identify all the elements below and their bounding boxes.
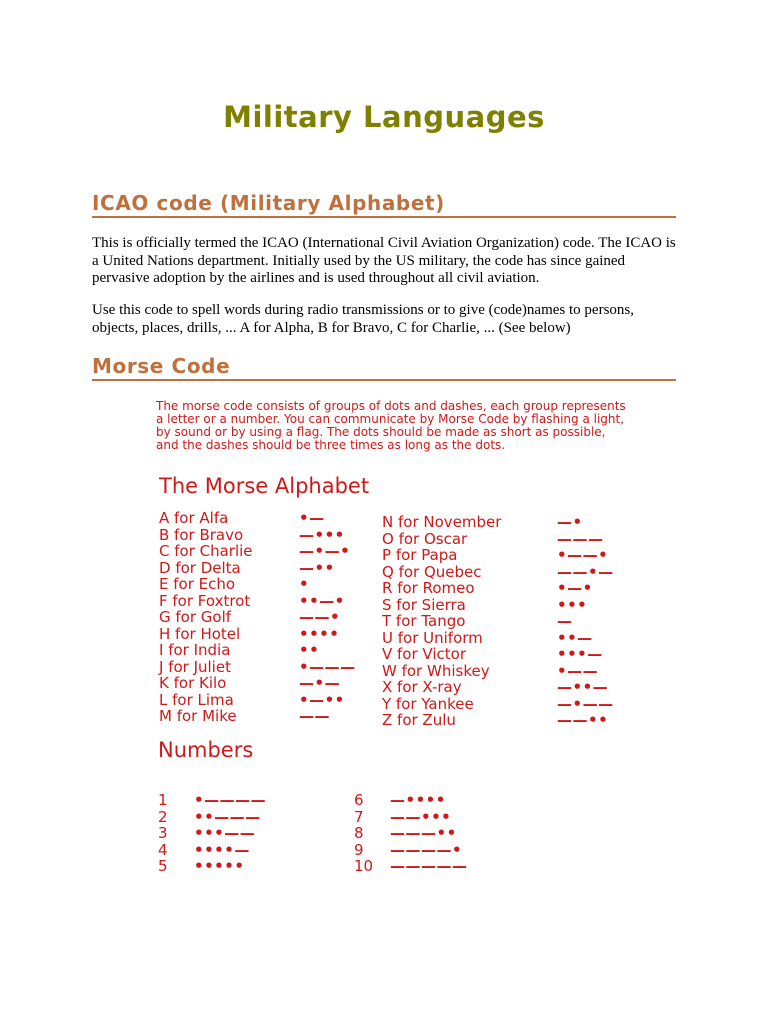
morse-code: —•••• [390,791,446,809]
morse-label: 1 [158,791,168,809]
morse-code: ••——— [194,807,261,826]
numbers-column-1-5 [158,792,338,875]
morse-row [382,679,622,696]
morse-code: ••••• [194,857,245,875]
morse-label: Y for Yankee [382,694,474,713]
morse-label: F for Foxtrot [159,591,251,610]
morse-row [382,646,622,663]
morse-label: U for Uniform [382,628,483,647]
morse-label: J for Juliet [159,657,231,676]
morse-label: 9 [354,840,364,859]
morse-code: —••• [299,525,345,544]
morse-row [159,593,369,610]
morse-row [382,580,622,597]
numbers-column-6-10 [354,792,554,875]
morse-label: 4 [158,840,168,859]
morse-row [354,825,554,842]
morse-row [382,514,622,531]
morse-code: •——— [299,657,356,676]
morse-row [158,825,338,842]
morse-code: ••— [557,628,593,647]
morse-code: • [299,575,310,593]
morse-code: ——•— [557,562,614,581]
morse-code: •••— [557,645,603,663]
morse-code: ••—• [299,591,345,610]
morse-label: S for Sierra [382,595,466,614]
morse-label: V for Victor [382,645,466,663]
morse-row [159,708,369,725]
morse-row [382,564,622,581]
alphabet-column-a-m [159,510,369,725]
morse-label: M for Mike [159,707,237,725]
morse-code: •——• [557,546,609,564]
morse-label: Q for Quebec [382,562,482,581]
morse-label: 2 [158,807,168,826]
morse-code: ——— [557,529,604,548]
icao-usage-paragraph: Use this code to spell words during radio transmissions or to give (code)names to persons, objects, places, drills, ... A for Alpha, B for Bravo, C for Charlie, ... (See below) [92,302,634,336]
morse-code: ••••— [194,840,250,859]
morse-code: •———— [194,791,267,809]
morse-code: ••• [557,595,588,614]
morse-code: ———•• [390,824,457,842]
morse-label: P for Papa [382,546,458,564]
morse-code: •— [299,509,325,527]
morse-row [382,712,622,729]
morse-row [159,675,369,692]
morse-label: Z for Zulu [382,711,456,729]
morse-code: —•• [299,558,335,577]
icao-description-paragraph: This is officially termed the ICAO (International Civil Aviation Organization) code. The ICAO is a United Nations department. Initially used by the US military, the code has since gained pervasive adoption by the airlines and is used throughout all civil aviation. [92,235,676,286]
morse-code: ——•• [557,711,609,729]
morse-row [158,809,338,826]
morse-label: O for Oscar [382,529,468,548]
morse-label: X for X-ray [382,678,462,696]
morse-label: H for Hotel [159,624,241,643]
icao-section-heading: ICAO code (Military Alphabet) [92,191,676,218]
morse-label: C for Charlie [159,542,253,560]
morse-label: 3 [158,824,168,842]
morse-code: •—— [557,661,599,680]
morse-row [354,858,554,875]
morse-row [158,792,338,809]
morse-row [382,597,622,614]
morse-label: 7 [354,807,364,826]
morse-code: •••• [299,624,340,643]
morse-label: 6 [354,791,364,809]
morse-label: W for Whiskey [382,661,490,680]
morse-code: •—•• [299,690,345,709]
morse-label: 10 [354,857,374,875]
page-title: Military Languages [223,100,545,134]
morse-row [159,609,369,626]
morse-row [159,692,369,709]
morse-row [382,613,622,630]
morse-code: — [557,612,573,630]
morse-code: —• [557,513,583,531]
morse-row [354,792,554,809]
morse-label: 5 [158,857,168,875]
morse-row [159,659,369,676]
morse-code: ————— [390,857,468,875]
morse-code: —•— [299,674,341,692]
morse-intro-text: The morse code consists of groups of dots and dashes, each group represents a letter or a number. You can communicate by Morse Code by flashing a light, by sound or by using a flag. The dots should be made as short as possible, and the dashes should be three times as long as the dots. [156,399,626,452]
morse-label: A for Alfa [159,509,229,527]
morse-alphabet-title: The Morse Alphabet [159,474,370,498]
morse-label: N for November [382,513,502,531]
morse-row [159,543,369,560]
morse-row [382,547,622,564]
morse-row [159,626,369,643]
morse-code: —•—• [299,542,351,560]
morse-label: G for Golf [159,608,232,626]
morse-code: •—• [557,579,593,597]
morse-row [158,842,338,859]
numbers-title: Numbers [158,738,254,762]
morse-label: B for Bravo [159,525,244,544]
morse-code: ——••• [390,807,452,826]
morse-section-heading: Morse Code [92,354,676,381]
morse-row [159,510,369,527]
morse-code: ————• [390,840,463,859]
morse-row [354,842,554,859]
morse-row [354,809,554,826]
morse-row [159,642,369,659]
morse-label: L for Lima [159,690,234,709]
alphabet-column-n-z [382,514,622,729]
morse-row [159,527,369,544]
morse-code: —•—— [557,694,614,713]
morse-label: T for Tango [382,612,466,630]
morse-code: —— [299,707,330,725]
morse-label: E for Echo [159,575,236,593]
morse-row [159,576,369,593]
morse-code: •••—— [194,824,256,842]
morse-label: R for Romeo [382,579,475,597]
morse-row [382,696,622,713]
morse-label: 8 [354,824,364,842]
morse-code: •• [299,641,320,659]
morse-row [382,531,622,548]
morse-row [159,560,369,577]
morse-code: —••— [557,678,609,696]
morse-label: K for Kilo [159,674,227,692]
morse-label: D for Delta [159,558,241,577]
morse-code: ——• [299,608,341,626]
morse-row [382,663,622,680]
morse-row [382,630,622,647]
morse-row [158,858,338,875]
morse-label: I for India [159,641,231,659]
